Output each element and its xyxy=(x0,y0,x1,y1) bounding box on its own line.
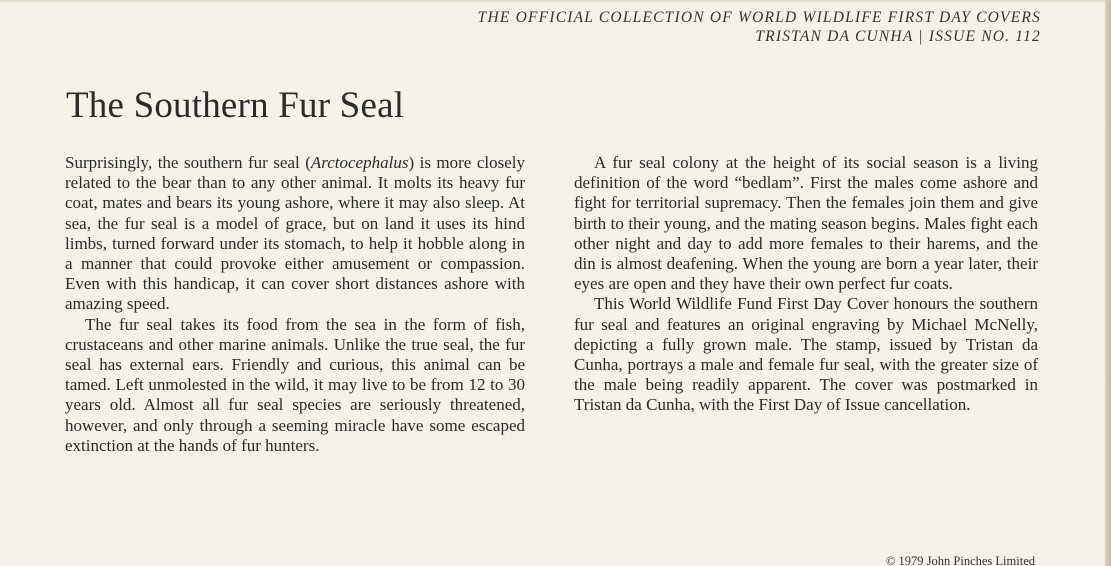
left-p1-text-b: ) is more closely related to the bear than to any other animal. It molts its heavy fur coat, mates and bears its young ashore, where it may also sleep. At sea, the fur seal is a model of grace, but on land it uses its hind limbs, turned forward under its stomach, to help it hobble along in a manner that could provoke either amusement or compassion. Even with this handicap, it can cover short distances ashore with amazing speed. xyxy=(65,153,525,314)
page-right-edge xyxy=(1105,0,1111,566)
collection-title: THE OFFICIAL COLLECTION OF WORLD WILDLIFE FIRST DAY COVERS xyxy=(477,9,1041,26)
right-paragraph-1: A fur seal colony at the height of its social season is a living definition of the word “bedlam”. First the males come ashore and fight for territorial supremacy. Then the females join them and give birth to their young, and the mating season begins. Males fight each other night and day to add more females to their harems, and the din is almost deafening. When the young are born a year later, their eyes are open and they have their own perfect fur coats. xyxy=(574,153,1038,294)
article-title: The Southern Fur Seal xyxy=(66,85,405,126)
left-column xyxy=(65,153,525,456)
collection-header xyxy=(478,8,1041,46)
right-paragraph-2: This World Wildlife Fund First Day Cover honours the southern fur seal and features an original engraving by Michael McNelly, depicting a fully grown male. The stamp, issued by Tristan da Cunha, portrays a male and female fur seal, with the greater size of the male being readily apparent. The cover was postmarked in Tristan da Cunha, with the First Day of Issue cancellation. xyxy=(574,294,1038,415)
left-p1-text-a: Surprisingly, the southern fur seal ( xyxy=(65,153,311,172)
issue-line: TRISTAN DA CUNHA | ISSUE NO. 112 xyxy=(755,28,1041,45)
left-paragraph-2: The fur seal takes its food from the sea in the form of fish, crustaceans and other marine animals. Unlike the true seal, the fur seal has external ears. Friendly and curious, this animal can be tamed. Left unmolested in the wild, it may live to be from 12 to 30 years old. Almost all fur seal species are seriously threatened, however, and only through a seeming miracle have some escaped extinction at the hands of fur hunters. xyxy=(65,314,525,455)
page-top-edge xyxy=(0,0,1111,2)
left-paragraph-1 xyxy=(65,153,525,315)
copyright-notice: © 1979 John Pinches Limited xyxy=(885,554,1035,566)
right-column xyxy=(574,153,1038,416)
species-name: Arctocephalus xyxy=(310,153,409,172)
